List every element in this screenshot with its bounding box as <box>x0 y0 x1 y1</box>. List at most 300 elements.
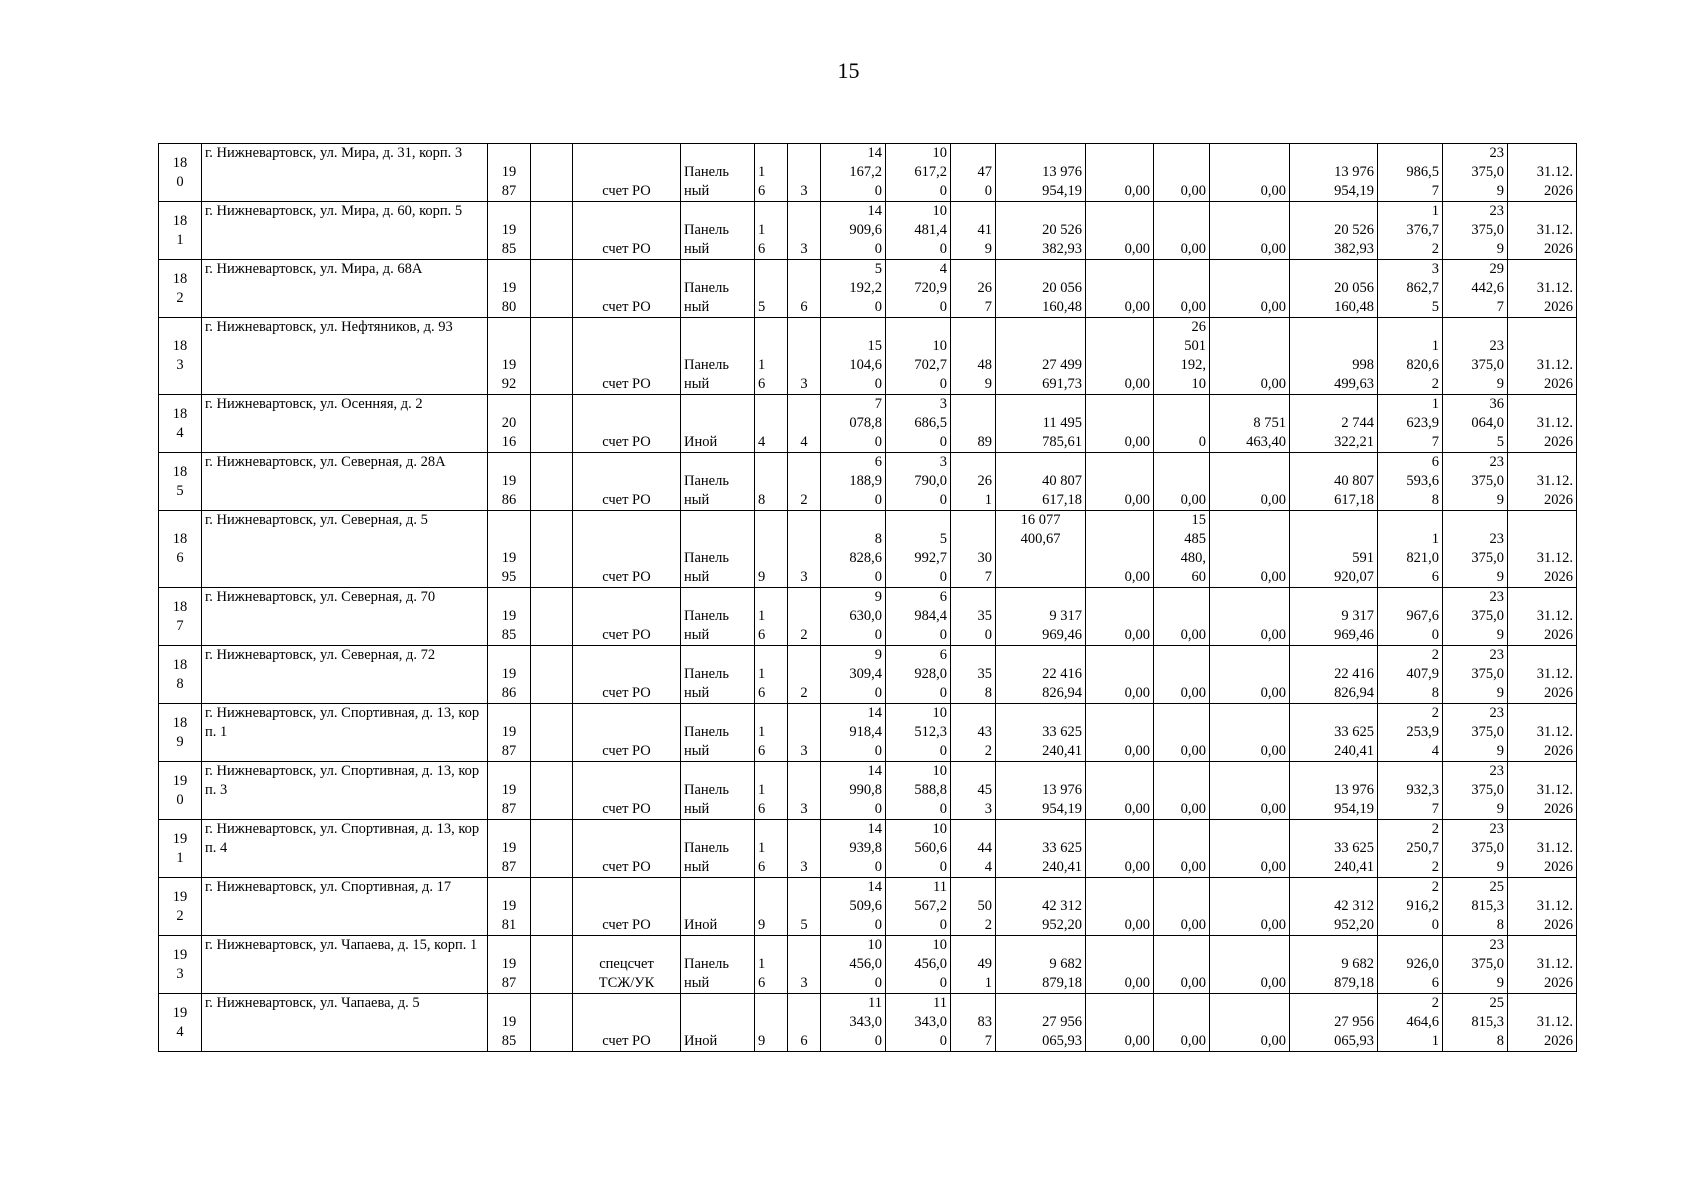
cost-per-m2: 932,3 7 <box>1378 762 1443 820</box>
floors-count: 9 <box>755 878 788 936</box>
fund-owners: 33 625 240,41 <box>1290 704 1378 762</box>
cost-per-m2: 1 623,9 7 <box>1378 395 1443 453</box>
commission-year: 19 85 <box>488 202 531 260</box>
total-area: 8 828,6 0 <box>821 511 886 588</box>
limit-per-m2: 25 815,3 8 <box>1443 994 1508 1052</box>
table-row <box>159 704 1577 762</box>
empty-cell <box>531 588 573 646</box>
residents-count: 45 3 <box>951 762 996 820</box>
fund-federal: 0,00 <box>1086 936 1154 994</box>
fund-regional: 0,00 <box>1154 260 1210 318</box>
fund-federal: 0,00 <box>1086 318 1154 395</box>
entrances-count: 2 <box>788 453 821 511</box>
cost-per-m2: 986,5 7 <box>1378 144 1443 202</box>
cost-per-m2: 2 407,9 8 <box>1378 646 1443 704</box>
limit-per-m2: 23 375,0 9 <box>1443 936 1508 994</box>
wall-material: Панель ный <box>681 762 755 820</box>
limit-per-m2: 25 815,3 8 <box>1443 878 1508 936</box>
wall-material: Иной <box>681 994 755 1052</box>
account-type: счет РО <box>573 878 681 936</box>
fund-regional: 0,00 <box>1154 762 1210 820</box>
living-area: 5 992,7 0 <box>886 511 951 588</box>
row-number: 18 8 <box>159 646 202 704</box>
entrances-count: 3 <box>788 936 821 994</box>
wall-material: Панель ный <box>681 318 755 395</box>
wall-material: Иной <box>681 878 755 936</box>
cost-per-m2: 967,6 0 <box>1378 588 1443 646</box>
house-address: г. Нижневартовск, ул. Северная, д. 5 <box>202 511 488 588</box>
fund-owners: 20 526 382,93 <box>1290 202 1378 260</box>
deadline: 31.12. 2026 <box>1508 202 1577 260</box>
limit-per-m2: 23 375,0 9 <box>1443 646 1508 704</box>
commission-year: 19 92 <box>488 318 531 395</box>
living-area: 10 588,8 0 <box>886 762 951 820</box>
fund-owners: 22 416 826,94 <box>1290 646 1378 704</box>
fund-regional: 26 501 192, 10 <box>1154 318 1210 395</box>
account-type: счет РО <box>573 588 681 646</box>
wall-material: Панель ный <box>681 202 755 260</box>
total-cost: 13 976 954,19 <box>996 762 1086 820</box>
empty-cell <box>531 202 573 260</box>
account-type: счет РО <box>573 704 681 762</box>
empty-cell <box>531 994 573 1052</box>
table-row <box>159 260 1577 318</box>
deadline: 31.12. 2026 <box>1508 994 1577 1052</box>
house-address: г. Нижневартовск, ул. Мира, д. 31, корп. 3 <box>202 144 488 202</box>
commission-year: 20 16 <box>488 395 531 453</box>
fund-federal: 0,00 <box>1086 762 1154 820</box>
living-area: 4 720,9 0 <box>886 260 951 318</box>
deadline: 31.12. 2026 <box>1508 144 1577 202</box>
living-area: 10 617,2 0 <box>886 144 951 202</box>
fund-local: 0,00 <box>1210 704 1290 762</box>
house-address: г. Нижневартовск, ул. Спортивная, д. 17 <box>202 878 488 936</box>
residents-count: 89 <box>951 395 996 453</box>
table-row <box>159 820 1577 878</box>
fund-federal: 0,00 <box>1086 588 1154 646</box>
entrances-count: 3 <box>788 820 821 878</box>
fund-regional: 0,00 <box>1154 144 1210 202</box>
house-address: г. Нижневартовск, ул. Спортивная, д. 13, корп. 1 <box>202 704 488 762</box>
page-number: 15 <box>837 58 860 83</box>
table-row <box>159 318 1577 395</box>
floors-count: 4 <box>755 395 788 453</box>
cost-per-m2: 2 253,9 4 <box>1378 704 1443 762</box>
deadline: 31.12. 2026 <box>1508 762 1577 820</box>
wall-material: Панель ный <box>681 936 755 994</box>
floors-count: 1 6 <box>755 144 788 202</box>
deadline: 31.12. 2026 <box>1508 260 1577 318</box>
total-area: 15 104,6 0 <box>821 318 886 395</box>
fund-federal: 0,00 <box>1086 820 1154 878</box>
table-row <box>159 936 1577 994</box>
commission-year: 19 95 <box>488 511 531 588</box>
fund-local: 0,00 <box>1210 144 1290 202</box>
total-cost: 40 807 617,18 <box>996 453 1086 511</box>
row-number: 19 2 <box>159 878 202 936</box>
entrances-count: 3 <box>788 318 821 395</box>
fund-federal: 0,00 <box>1086 453 1154 511</box>
residents-count: 49 1 <box>951 936 996 994</box>
empty-cell <box>531 511 573 588</box>
wall-material: Панель ный <box>681 646 755 704</box>
residents-count: 26 1 <box>951 453 996 511</box>
deadline: 31.12. 2026 <box>1508 704 1577 762</box>
empty-cell <box>531 646 573 704</box>
cost-per-m2: 2 250,7 2 <box>1378 820 1443 878</box>
living-area: 10 560,6 0 <box>886 820 951 878</box>
fund-owners: 2 744 322,21 <box>1290 395 1378 453</box>
row-number: 18 0 <box>159 144 202 202</box>
table-row <box>159 453 1577 511</box>
total-area: 14 167,2 0 <box>821 144 886 202</box>
total-cost: 13 976 954,19 <box>996 144 1086 202</box>
living-area: 11 343,0 0 <box>886 994 951 1052</box>
living-area: 10 512,3 0 <box>886 704 951 762</box>
total-area: 7 078,8 0 <box>821 395 886 453</box>
wall-material: Панель ный <box>681 260 755 318</box>
living-area: 6 928,0 0 <box>886 646 951 704</box>
limit-per-m2: 23 375,0 9 <box>1443 511 1508 588</box>
commission-year: 19 87 <box>488 704 531 762</box>
fund-federal: 0,00 <box>1086 704 1154 762</box>
account-type: счет РО <box>573 144 681 202</box>
account-type: счет РО <box>573 994 681 1052</box>
account-type: счет РО <box>573 453 681 511</box>
house-address: г. Нижневартовск, ул. Чапаева, д. 5 <box>202 994 488 1052</box>
fund-owners: 591 920,07 <box>1290 511 1378 588</box>
house-address: г. Нижневартовск, ул. Спортивная, д. 13, корп. 3 <box>202 762 488 820</box>
living-area: 10 702,7 0 <box>886 318 951 395</box>
wall-material: Панель ный <box>681 144 755 202</box>
deadline: 31.12. 2026 <box>1508 588 1577 646</box>
house-address: г. Нижневартовск, ул. Нефтяников, д. 93 <box>202 318 488 395</box>
table-body <box>159 144 1577 1052</box>
cost-per-m2: 3 862,7 5 <box>1378 260 1443 318</box>
floors-count: 1 6 <box>755 646 788 704</box>
account-type: счет РО <box>573 646 681 704</box>
wall-material: Панель ный <box>681 453 755 511</box>
fund-federal: 0,00 <box>1086 646 1154 704</box>
wall-material: Панель ный <box>681 588 755 646</box>
floors-count: 9 <box>755 994 788 1052</box>
fund-regional: 0,00 <box>1154 588 1210 646</box>
limit-per-m2: 36 064,0 5 <box>1443 395 1508 453</box>
fund-federal: 0,00 <box>1086 994 1154 1052</box>
entrances-count: 2 <box>788 588 821 646</box>
entrances-count: 4 <box>788 395 821 453</box>
floors-count: 1 6 <box>755 202 788 260</box>
fund-owners: 9 682 879,18 <box>1290 936 1378 994</box>
fund-federal: 0,00 <box>1086 395 1154 453</box>
total-cost: 33 625 240,41 <box>996 704 1086 762</box>
fund-owners: 40 807 617,18 <box>1290 453 1378 511</box>
empty-cell <box>531 318 573 395</box>
account-type: счет РО <box>573 395 681 453</box>
fund-regional: 0 <box>1154 395 1210 453</box>
fund-regional: 0,00 <box>1154 820 1210 878</box>
fund-regional: 0,00 <box>1154 878 1210 936</box>
residents-count: 41 9 <box>951 202 996 260</box>
residents-count: 50 2 <box>951 878 996 936</box>
limit-per-m2: 23 375,0 9 <box>1443 762 1508 820</box>
floors-count: 1 6 <box>755 318 788 395</box>
fund-regional: 0,00 <box>1154 936 1210 994</box>
entrances-count: 6 <box>788 260 821 318</box>
fund-owners: 20 056 160,48 <box>1290 260 1378 318</box>
total-cost: 27 499 691,73 <box>996 318 1086 395</box>
total-cost: 9 682 879,18 <box>996 936 1086 994</box>
fund-local: 0,00 <box>1210 820 1290 878</box>
house-address: г. Нижневартовск, ул. Чапаева, д. 15, корп. 1 <box>202 936 488 994</box>
deadline: 31.12. 2026 <box>1508 318 1577 395</box>
limit-per-m2: 23 375,0 9 <box>1443 453 1508 511</box>
row-number: 18 2 <box>159 260 202 318</box>
commission-year: 19 81 <box>488 878 531 936</box>
living-area: 6 984,4 0 <box>886 588 951 646</box>
wall-material: Иной <box>681 395 755 453</box>
fund-local: 0,00 <box>1210 511 1290 588</box>
house-address: г. Нижневартовск, ул. Спортивная, д. 13, корп. 4 <box>202 820 488 878</box>
fund-local: 0,00 <box>1210 762 1290 820</box>
table-row <box>159 144 1577 202</box>
floors-count: 1 6 <box>755 936 788 994</box>
commission-year: 19 86 <box>488 646 531 704</box>
fund-local: 0,00 <box>1210 936 1290 994</box>
fund-federal: 0,00 <box>1086 144 1154 202</box>
empty-cell <box>531 820 573 878</box>
wall-material: Панель ный <box>681 704 755 762</box>
commission-year: 19 85 <box>488 588 531 646</box>
deadline: 31.12. 2026 <box>1508 936 1577 994</box>
total-area: 9 309,4 0 <box>821 646 886 704</box>
cost-per-m2: 2 916,2 0 <box>1378 878 1443 936</box>
fund-owners: 13 976 954,19 <box>1290 144 1378 202</box>
empty-cell <box>531 453 573 511</box>
fund-regional: 0,00 <box>1154 202 1210 260</box>
total-area: 14 939,8 0 <box>821 820 886 878</box>
total-area: 6 188,9 0 <box>821 453 886 511</box>
entrances-count: 6 <box>788 994 821 1052</box>
commission-year: 19 85 <box>488 994 531 1052</box>
fund-owners: 33 625 240,41 <box>1290 820 1378 878</box>
fund-regional: 0,00 <box>1154 994 1210 1052</box>
fund-owners: 998 499,63 <box>1290 318 1378 395</box>
row-number: 19 1 <box>159 820 202 878</box>
cost-per-m2: 1 376,7 2 <box>1378 202 1443 260</box>
floors-count: 1 6 <box>755 820 788 878</box>
total-cost: 20 526 382,93 <box>996 202 1086 260</box>
row-number: 18 6 <box>159 511 202 588</box>
row-number: 18 7 <box>159 588 202 646</box>
total-cost: 33 625 240,41 <box>996 820 1086 878</box>
account-type: счет РО <box>573 511 681 588</box>
deadline: 31.12. 2026 <box>1508 511 1577 588</box>
empty-cell <box>531 144 573 202</box>
cost-per-m2: 6 593,6 8 <box>1378 453 1443 511</box>
limit-per-m2: 23 375,0 9 <box>1443 820 1508 878</box>
total-cost: 11 495 785,61 <box>996 395 1086 453</box>
total-area: 9 630,0 0 <box>821 588 886 646</box>
table-row <box>159 511 1577 588</box>
account-type: счет РО <box>573 202 681 260</box>
fund-owners: 27 956 065,93 <box>1290 994 1378 1052</box>
account-type: счет РО <box>573 260 681 318</box>
table-row <box>159 762 1577 820</box>
entrances-count: 5 <box>788 878 821 936</box>
row-number: 19 4 <box>159 994 202 1052</box>
fund-local: 0,00 <box>1210 318 1290 395</box>
cost-per-m2: 1 821,0 6 <box>1378 511 1443 588</box>
entrances-count: 2 <box>788 646 821 704</box>
fund-local: 0,00 <box>1210 878 1290 936</box>
account-type: спецсчет ТСЖ/УК <box>573 936 681 994</box>
fund-local: 0,00 <box>1210 646 1290 704</box>
deadline: 31.12. 2026 <box>1508 820 1577 878</box>
living-area: 3 686,5 0 <box>886 395 951 453</box>
fund-federal: 0,00 <box>1086 260 1154 318</box>
row-number: 18 3 <box>159 318 202 395</box>
account-type: счет РО <box>573 762 681 820</box>
fund-local: 0,00 <box>1210 588 1290 646</box>
floors-count: 1 6 <box>755 588 788 646</box>
table-row <box>159 878 1577 936</box>
floors-count: 9 <box>755 511 788 588</box>
residents-count: 83 7 <box>951 994 996 1052</box>
fund-regional: 0,00 <box>1154 453 1210 511</box>
deadline: 31.12. 2026 <box>1508 878 1577 936</box>
row-number: 18 5 <box>159 453 202 511</box>
total-cost: 16 077 400,67 <box>996 511 1086 588</box>
house-address: г. Нижневартовск, ул. Мира, д. 68А <box>202 260 488 318</box>
entrances-count: 3 <box>788 511 821 588</box>
floors-count: 1 6 <box>755 704 788 762</box>
total-area: 10 456,0 0 <box>821 936 886 994</box>
living-area: 10 481,4 0 <box>886 202 951 260</box>
house-address: г. Нижневартовск, ул. Северная, д. 28А <box>202 453 488 511</box>
entrances-count: 3 <box>788 704 821 762</box>
empty-cell <box>531 395 573 453</box>
deadline: 31.12. 2026 <box>1508 453 1577 511</box>
commission-year: 19 86 <box>488 453 531 511</box>
fund-regional: 0,00 <box>1154 646 1210 704</box>
fund-regional: 15 485 480, 60 <box>1154 511 1210 588</box>
floors-count: 1 6 <box>755 762 788 820</box>
fund-local: 0,00 <box>1210 260 1290 318</box>
limit-per-m2: 23 375,0 9 <box>1443 318 1508 395</box>
wall-material: Панель ный <box>681 511 755 588</box>
residents-count: 35 0 <box>951 588 996 646</box>
row-number: 18 9 <box>159 704 202 762</box>
limit-per-m2: 23 375,0 9 <box>1443 144 1508 202</box>
row-number: 19 0 <box>159 762 202 820</box>
cost-per-m2: 1 820,6 2 <box>1378 318 1443 395</box>
living-area: 10 456,0 0 <box>886 936 951 994</box>
fund-local: 0,00 <box>1210 994 1290 1052</box>
entrances-count: 3 <box>788 762 821 820</box>
commission-year: 19 87 <box>488 762 531 820</box>
empty-cell <box>531 704 573 762</box>
commission-year: 19 87 <box>488 936 531 994</box>
fund-owners: 42 312 952,20 <box>1290 878 1378 936</box>
fund-federal: 0,00 <box>1086 202 1154 260</box>
residents-count: 30 7 <box>951 511 996 588</box>
total-area: 11 343,0 0 <box>821 994 886 1052</box>
living-area: 11 567,2 0 <box>886 878 951 936</box>
residents-count: 43 2 <box>951 704 996 762</box>
commission-year: 19 80 <box>488 260 531 318</box>
fund-local: 0,00 <box>1210 453 1290 511</box>
limit-per-m2: 23 375,0 9 <box>1443 704 1508 762</box>
total-cost: 22 416 826,94 <box>996 646 1086 704</box>
table-row <box>159 646 1577 704</box>
empty-cell <box>531 878 573 936</box>
limit-per-m2: 23 375,0 9 <box>1443 202 1508 260</box>
residents-count: 44 4 <box>951 820 996 878</box>
deadline: 31.12. 2026 <box>1508 395 1577 453</box>
deadline: 31.12. 2026 <box>1508 646 1577 704</box>
total-area: 14 990,8 0 <box>821 762 886 820</box>
total-cost: 27 956 065,93 <box>996 994 1086 1052</box>
house-address: г. Нижневартовск, ул. Северная, д. 70 <box>202 588 488 646</box>
fund-owners: 9 317 969,46 <box>1290 588 1378 646</box>
house-address: г. Нижневартовск, ул. Северная, д. 72 <box>202 646 488 704</box>
empty-cell <box>531 260 573 318</box>
table-row <box>159 202 1577 260</box>
floors-count: 5 <box>755 260 788 318</box>
table-row <box>159 395 1577 453</box>
fund-local: 0,00 <box>1210 202 1290 260</box>
row-number: 19 3 <box>159 936 202 994</box>
row-number: 18 4 <box>159 395 202 453</box>
residents-count: 26 7 <box>951 260 996 318</box>
fund-federal: 0,00 <box>1086 878 1154 936</box>
cost-per-m2: 2 464,6 1 <box>1378 994 1443 1052</box>
entrances-count: 3 <box>788 144 821 202</box>
fund-owners: 13 976 954,19 <box>1290 762 1378 820</box>
total-cost: 9 317 969,46 <box>996 588 1086 646</box>
total-area: 14 509,6 0 <box>821 878 886 936</box>
total-cost: 20 056 160,48 <box>996 260 1086 318</box>
limit-per-m2: 29 442,6 7 <box>1443 260 1508 318</box>
wall-material: Панель ный <box>681 820 755 878</box>
empty-cell <box>531 762 573 820</box>
floors-count: 8 <box>755 453 788 511</box>
fund-regional: 0,00 <box>1154 704 1210 762</box>
fund-federal: 0,00 <box>1086 511 1154 588</box>
commission-year: 19 87 <box>488 144 531 202</box>
row-number: 18 1 <box>159 202 202 260</box>
entrances-count: 3 <box>788 202 821 260</box>
fund-local: 8 751 463,40 <box>1210 395 1290 453</box>
account-type: счет РО <box>573 820 681 878</box>
account-type: счет РО <box>573 318 681 395</box>
total-area: 5 192,2 0 <box>821 260 886 318</box>
total-area: 14 918,4 0 <box>821 704 886 762</box>
commission-year: 19 87 <box>488 820 531 878</box>
limit-per-m2: 23 375,0 9 <box>1443 588 1508 646</box>
residents-count: 48 9 <box>951 318 996 395</box>
living-area: 3 790,0 0 <box>886 453 951 511</box>
empty-cell <box>531 936 573 994</box>
house-address: г. Нижневартовск, ул. Мира, д. 60, корп. 5 <box>202 202 488 260</box>
residents-count: 47 0 <box>951 144 996 202</box>
houses-table <box>158 143 1577 1052</box>
total-area: 14 909,6 0 <box>821 202 886 260</box>
cost-per-m2: 926,0 6 <box>1378 936 1443 994</box>
residents-count: 35 8 <box>951 646 996 704</box>
table-row <box>159 994 1577 1052</box>
